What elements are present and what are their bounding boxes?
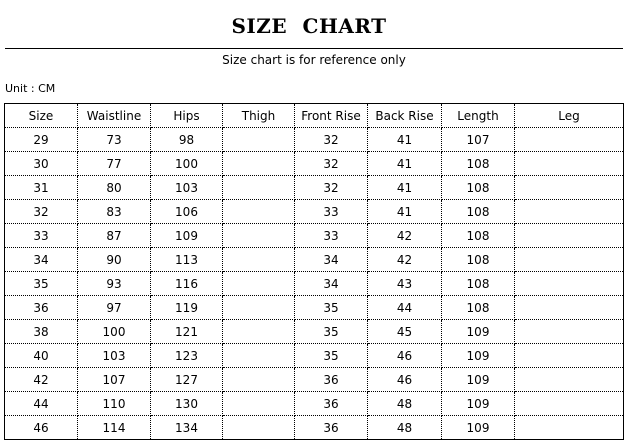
page-title: SIZE CHART [231, 14, 387, 38]
cell-front-rise: 34 [295, 272, 368, 296]
table-row [5, 416, 624, 440]
table-row [5, 248, 624, 272]
cell-leg [515, 200, 624, 224]
cell-hips: 113 [151, 248, 223, 272]
cell-thigh [223, 200, 295, 224]
cell-size: 38 [5, 320, 78, 344]
cell-waistline: 90 [78, 248, 151, 272]
cell-hips: 127 [151, 368, 223, 392]
cell-hips: 134 [151, 416, 223, 440]
cell-hips: 130 [151, 392, 223, 416]
cell-waistline: 110 [78, 392, 151, 416]
table-row [5, 152, 624, 176]
table-row [5, 296, 624, 320]
cell-length: 108 [442, 248, 515, 272]
cell-length: 107 [442, 128, 515, 152]
cell-size: 40 [5, 344, 78, 368]
cell-back-rise: 48 [368, 416, 442, 440]
cell-thigh [223, 248, 295, 272]
cell-back-rise: 43 [368, 272, 442, 296]
cell-front-rise: 36 [295, 368, 368, 392]
cell-size: 36 [5, 296, 78, 320]
column-header-waistline: Waistline [78, 104, 151, 128]
cell-waistline: 97 [78, 296, 151, 320]
cell-thigh [223, 152, 295, 176]
cell-length: 108 [442, 152, 515, 176]
table-row [5, 344, 624, 368]
cell-length: 108 [442, 200, 515, 224]
cell-waistline: 93 [78, 272, 151, 296]
cell-back-rise: 41 [368, 176, 442, 200]
cell-front-rise: 34 [295, 248, 368, 272]
cell-thigh [223, 368, 295, 392]
cell-back-rise: 46 [368, 368, 442, 392]
cell-leg [515, 248, 624, 272]
cell-leg [515, 152, 624, 176]
table-row [5, 392, 624, 416]
cell-length: 108 [442, 296, 515, 320]
cell-waistline: 87 [78, 224, 151, 248]
cell-front-rise: 36 [295, 416, 368, 440]
cell-size: 42 [5, 368, 78, 392]
cell-leg [515, 128, 624, 152]
cell-hips: 100 [151, 152, 223, 176]
table-header-row [5, 104, 624, 128]
table-row [5, 320, 624, 344]
cell-thigh [223, 416, 295, 440]
size-chart-table [4, 103, 624, 440]
cell-front-rise: 32 [295, 128, 368, 152]
cell-length: 109 [442, 368, 515, 392]
cell-leg [515, 272, 624, 296]
cell-waistline: 77 [78, 152, 151, 176]
cell-back-rise: 46 [368, 344, 442, 368]
table-body [5, 128, 624, 440]
cell-back-rise: 48 [368, 392, 442, 416]
cell-size: 33 [5, 224, 78, 248]
cell-thigh [223, 272, 295, 296]
cell-waistline: 103 [78, 344, 151, 368]
table-row [5, 128, 624, 152]
cell-waistline: 83 [78, 200, 151, 224]
cell-back-rise: 45 [368, 320, 442, 344]
cell-size: 30 [5, 152, 78, 176]
cell-leg [515, 320, 624, 344]
cell-front-rise: 35 [295, 320, 368, 344]
cell-length: 109 [442, 416, 515, 440]
cell-size: 34 [5, 248, 78, 272]
cell-size: 29 [5, 128, 78, 152]
cell-size: 32 [5, 200, 78, 224]
unit-label: Unit : CM [5, 82, 56, 95]
table-row [5, 176, 624, 200]
table-row [5, 368, 624, 392]
cell-back-rise: 41 [368, 152, 442, 176]
cell-back-rise: 44 [368, 296, 442, 320]
cell-front-rise: 32 [295, 176, 368, 200]
cell-waistline: 107 [78, 368, 151, 392]
cell-thigh [223, 128, 295, 152]
cell-hips: 121 [151, 320, 223, 344]
cell-leg [515, 344, 624, 368]
cell-hips: 109 [151, 224, 223, 248]
cell-hips: 119 [151, 296, 223, 320]
cell-waistline: 80 [78, 176, 151, 200]
cell-size: 44 [5, 392, 78, 416]
cell-size: 35 [5, 272, 78, 296]
cell-length: 109 [442, 320, 515, 344]
cell-leg [515, 416, 624, 440]
cell-leg [515, 392, 624, 416]
cell-length: 108 [442, 272, 515, 296]
cell-waistline: 114 [78, 416, 151, 440]
cell-thigh [223, 296, 295, 320]
cell-thigh [223, 392, 295, 416]
column-header-thigh: Thigh [223, 104, 295, 128]
reference-note: Size chart is for reference only [222, 53, 406, 67]
cell-waistline: 100 [78, 320, 151, 344]
cell-hips: 106 [151, 200, 223, 224]
cell-leg [515, 368, 624, 392]
cell-length: 108 [442, 224, 515, 248]
cell-size: 31 [5, 176, 78, 200]
cell-waistline: 73 [78, 128, 151, 152]
table-row [5, 272, 624, 296]
column-header-leg: Leg [515, 104, 624, 128]
cell-length: 109 [442, 344, 515, 368]
cell-front-rise: 33 [295, 200, 368, 224]
cell-leg [515, 224, 624, 248]
cell-front-rise: 35 [295, 296, 368, 320]
cell-front-rise: 35 [295, 344, 368, 368]
cell-hips: 98 [151, 128, 223, 152]
cell-hips: 103 [151, 176, 223, 200]
cell-leg [515, 296, 624, 320]
cell-hips: 123 [151, 344, 223, 368]
cell-back-rise: 42 [368, 224, 442, 248]
column-header-length: Length [442, 104, 515, 128]
cell-length: 108 [442, 176, 515, 200]
cell-back-rise: 41 [368, 128, 442, 152]
table-row [5, 200, 624, 224]
cell-back-rise: 42 [368, 248, 442, 272]
cell-front-rise: 36 [295, 392, 368, 416]
cell-thigh [223, 176, 295, 200]
cell-hips: 116 [151, 272, 223, 296]
cell-length: 109 [442, 392, 515, 416]
column-header-size: Size [5, 104, 78, 128]
cell-thigh [223, 344, 295, 368]
cell-back-rise: 41 [368, 200, 442, 224]
cell-front-rise: 33 [295, 224, 368, 248]
cell-size: 46 [5, 416, 78, 440]
cell-thigh [223, 320, 295, 344]
table-row [5, 224, 624, 248]
cell-leg [515, 176, 624, 200]
title-divider [5, 48, 623, 49]
column-header-back-rise: Back Rise [368, 104, 442, 128]
cell-thigh [223, 224, 295, 248]
cell-front-rise: 32 [295, 152, 368, 176]
column-header-hips: Hips [151, 104, 223, 128]
column-header-front-rise: Front Rise [295, 104, 368, 128]
